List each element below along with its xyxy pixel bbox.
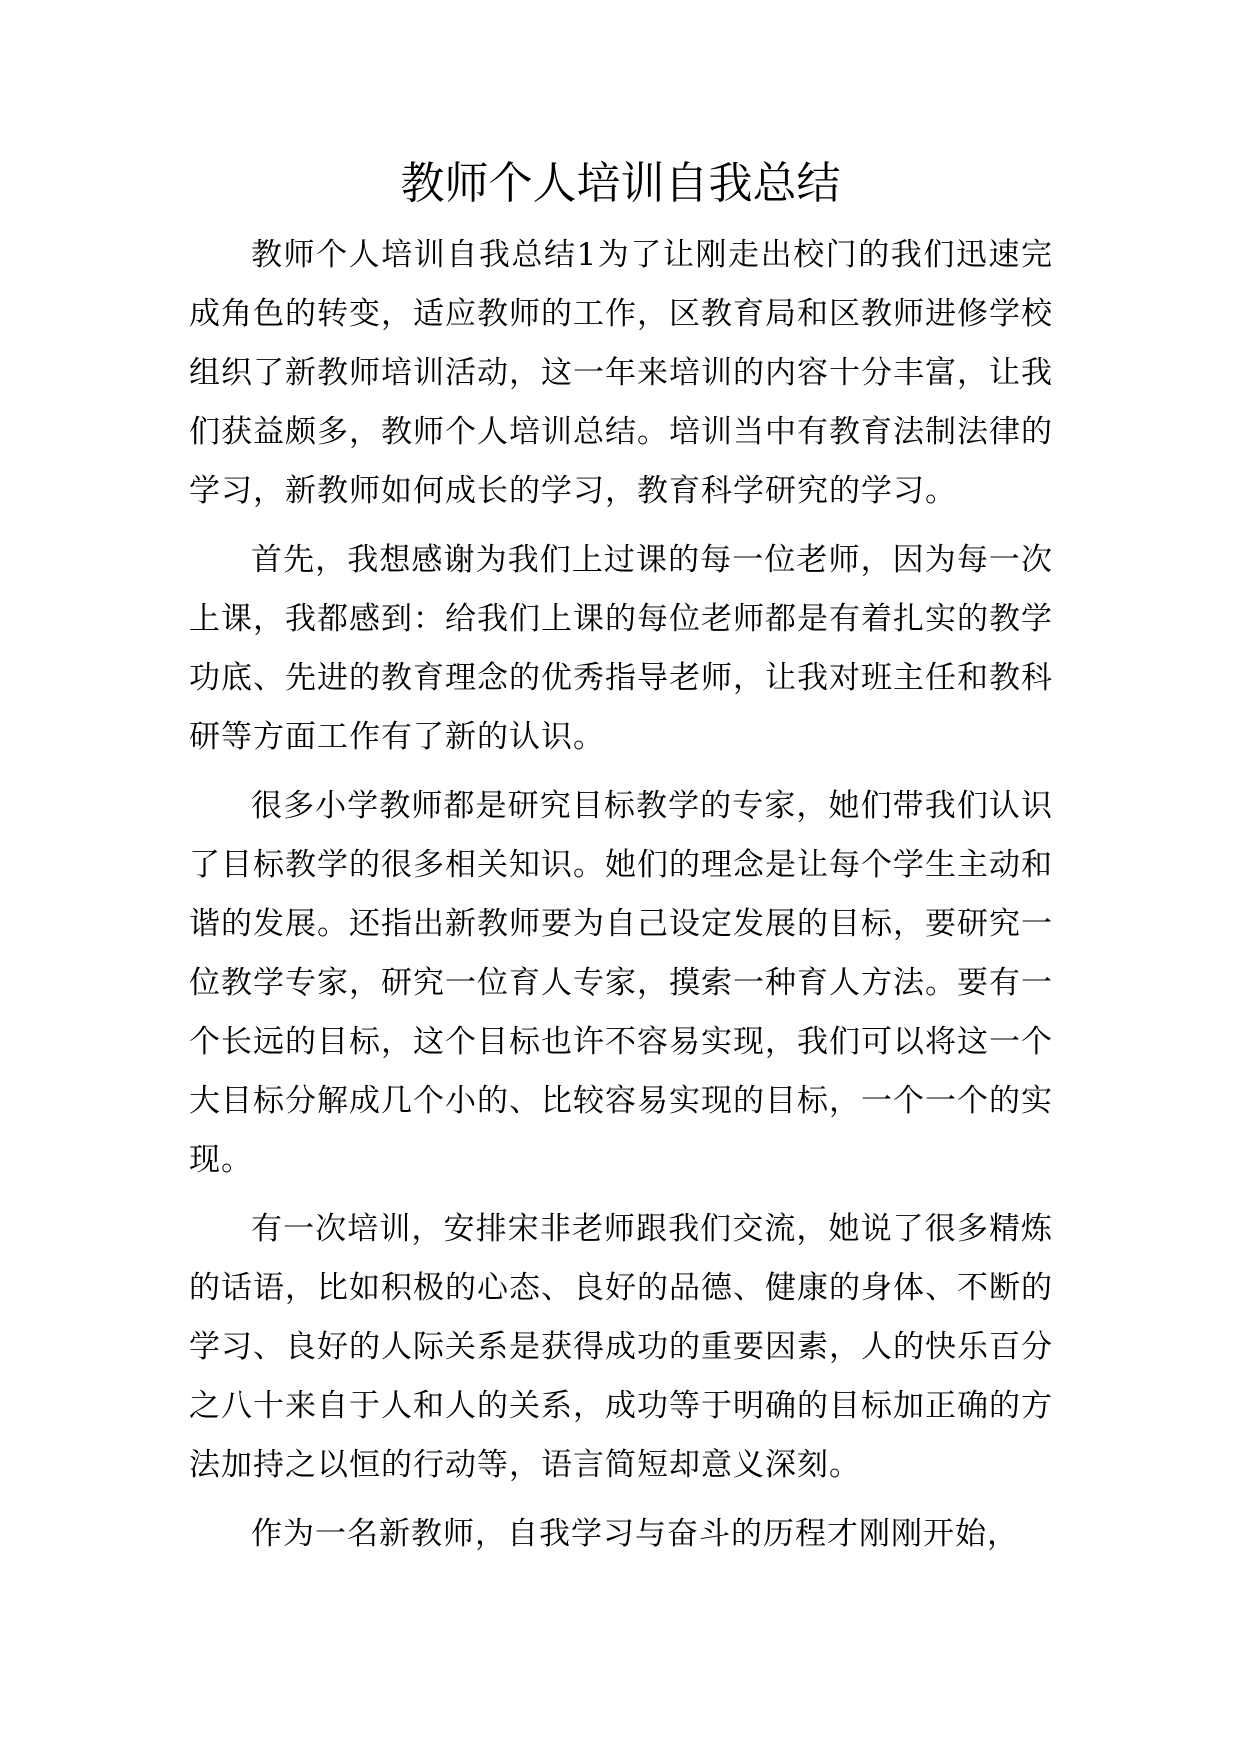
paragraph-3: 很多小学教师都是研究目标教学的专家，她们带我们认识了目标教学的很多相关知识。她们的理念是让每个学生主动和谐的发展。还指出新教师要为自己设定发展的目标，要研究一位教学专家，研究一位育人专家，摸索一种育人方法。要有一个长远的目标，这个目标也许不容易实现，我们可以将这一个大目标分解成几个小的、比较容易实现的目标，一个一个的实现。	[189, 788, 1053, 1178]
paragraph-2: 首先，我想感谢为我们上过课的每一位老师，因为每一次上课，我都感到：给我们上课的每位老师都是有着扎实的教学功底、先进的教育理念的优秀指导老师，让我对班主任和教科研等方面工作有了新的认识。	[189, 542, 1053, 755]
paragraph-5: 作为一名新教师，自我学习与奋斗的历程才刚刚开始，	[251, 1516, 1019, 1552]
document-body	[189, 226, 1053, 1574]
document-title: 教师个人培训自我总结	[400, 158, 841, 209]
paragraph-4: 有一次培训，安排宋非老师跟我们交流，她说了很多精炼的话语，比如积极的心态、良好的品德、健康的身体、不断的学习、良好的人际关系是获得成功的重要因素，人的快乐百分之八十来自于人和人的关系，成功等于明确的目标加正确的方法加持之以恒的行动等，语言简短却意义深刻。	[189, 1211, 1053, 1483]
paragraph-1: 教师个人培训自我总结1为了让刚走出校门的我们迅速完成角色的转变，适应教师的工作，区教育局和区教师进修学校组织了新教师培训活动，这一年来培训的内容十分丰富，让我们获益颇多，教师个人培训总结。培训当中有教育法制法律的学习，新教师如何成长的学习，教育科学研究的学习。	[189, 237, 1053, 509]
